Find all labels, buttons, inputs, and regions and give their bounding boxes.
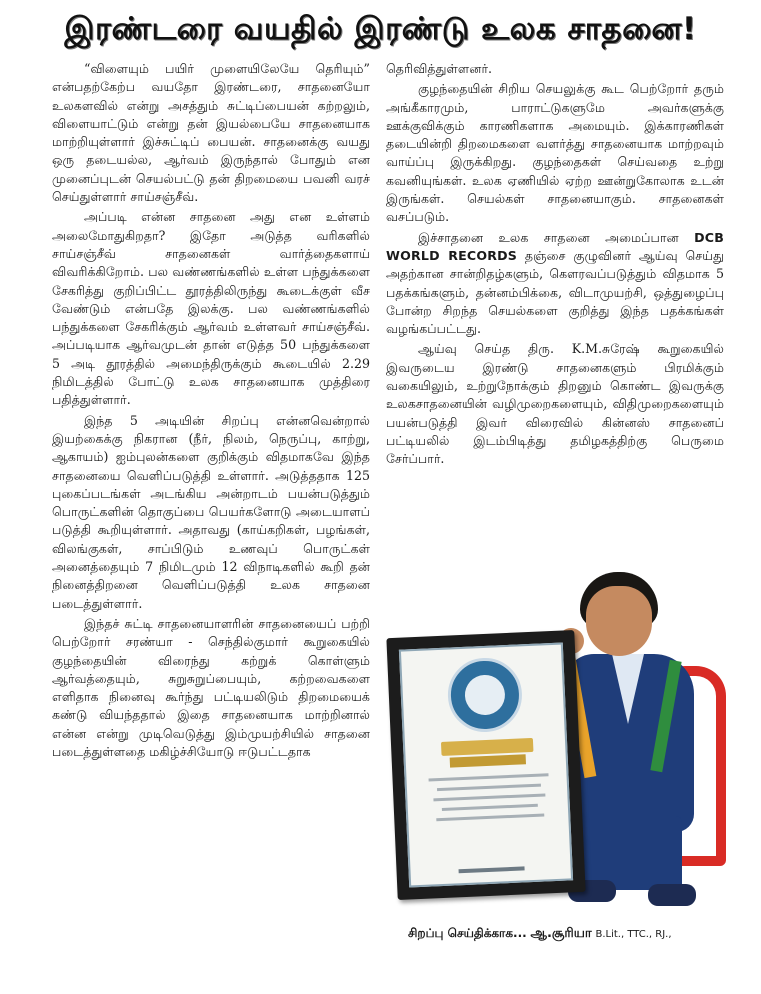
- certificate-ribbon: [441, 738, 534, 756]
- certificate-frame: [386, 630, 585, 900]
- photo-child-with-certificate: [384, 566, 736, 920]
- dcb-org-name: DCB WORLD RECORDS: [386, 229, 724, 263]
- paragraph-examiner-quote: ஆய்வு செய்த திரு. K.M.சுரேஷ் கூறுகையில் இவருடைய இரண்டு சாதனைகளும் பிரமிக்கும் வகையிலும், உற்றுநோக்கும் திறனும் கொண்ட இவருக்கு உலகசாதனையின் வழிமுறைகளையும், விதிமுறைகளையும் பயன்படுத்தி இவர் விரைவில் கின்னஸ் சாதனைப் பட்டியலில் இடம்பிடித்து தமிழகத்திற்கு பெருமை சேர்ப்பார்.: [386, 341, 724, 467]
- shoe-right: [648, 884, 696, 906]
- paragraph-continuation: தெரிவித்துள்ளனர்.: [386, 61, 493, 76]
- pants: [578, 816, 682, 890]
- paragraph-record-one: அப்படி என்ன சாதனை அது என உள்ளம் அலைமோதுகிறதா? இதோ அடுத்த வரிகளில் சாய்சஞ்சீவ் சாதனைகள் வார்த்தைகளாய் விவரிக்கிறோம். பல வண்ணங்களில் உள்ள பந்துக்களை சேகரித்து குறிப்பிட்ட தூரத்திலிருந்து கூடைக்குள் வீச வேண்டும் என்பதே இலக்கு. பல வண்ணங்களில் பந்துக்களை சேகரிக்கும் ஆர்வம் உள்ளவர் சாய்சஞ்சீவ். அப்படியாக ஆர்வமுடன் தான் எடுத்த 50 பந்துக்களை 5 அடி தூரத்தில் அமைந்திருக்கும் கூடையில் 2.29 நிமிடத்தில் போட்டு உலக சாதனையாக முத்திரை பதித்துள்ளார்.: [52, 209, 370, 408]
- paragraph-dcb-records: [386, 229, 724, 339]
- article-left-column: [52, 60, 370, 763]
- byline-author: ஆ.சூரியா: [530, 926, 592, 941]
- paragraph-parents: இந்தச் சுட்டி சாதனையாளரின் சாதனையைப் பற்றி பெற்றோர் சரண்யா - செந்தில்குமார் கூறுகையில் குழந்தையின் விரைந்து கற்றுக் கொள்ளும் ஆர்வத்தையும், சுறுசுறுப்பையும், கற்றவைகளை எளிதாக நினைவு கூர்ந்து பட்டியலிடும் திறமையைக் கண்டு வியந்ததால் இதை சாதனையாக மாற்றினால் என்ன என்று முடிவெடுத்து இம்முயற்சியில் சாதனை படைத்துள்ளதை மகிழ்ச்சியோடு ஈடுபட்டதாக: [52, 615, 370, 759]
- dcb-text-before: இச்சாதனை உலக சாதனை அமைப்பான: [418, 229, 695, 245]
- paragraph-intro: “விளையும் பயிர் முளையிலேயே தெரியும்” என்பதற்கேற்ப வயதோ இரண்டரை, சாதனையோ உலகளவில் என்று அசத்தும் சுட்டிப்பையன் கற்றலும், விளையாட்டும் என்று தன் இயல்பையே சாதனையாக மாற்றியுள்ளார் இச்சுட்டிப் பையன். சாதனைக்கு வயது ஒரு தடையல்ல, ஆர்வம் இருந்தால் போதும் என முனைப்புடன் செயல்பட்டு தன் திறமையை பவனி வரச் செய்துள்ளார் சாய்சஞ்சீவ்.: [52, 61, 370, 205]
- paragraph-record-two: இந்த 5 அடியின் சிறப்பு என்னவென்றால் இயற்கைக்கு நிகரான (நீர், நிலம், நெருப்பு, காற்று, ஆகாயம்) ஐம்புலன்களை குறிக்கும் விதமாகவே இந்த சாதனையை வெளிப்படுத்தி உள்ளார். அடுத்ததாக 125 புகைப்படங்கள் அடங்கிய அன்றாடம் பயன்படுத்தும் பொருட்களின் தொகுப்பை பெயர்களோடு அடையாளப் படுத்தி கூறியுள்ளார். அதாவது (காய்கறிகள், பழங்கள், விலங்குகள், சாப்பிடும் உணவுப் பொருட்கள் அனைத்தையும் 7 நிமிடமும் 12 விநாடிகளில் கூறி தன் நினைத்திறனை வெளிப்படுத்தி உலக சாதனை படைத்துள்ளார்.: [52, 412, 370, 611]
- article-right-column: [386, 60, 724, 471]
- byline-label: சிறப்பு செய்திக்காக...: [408, 926, 527, 940]
- byline-qualifications: B.Lit., TTC., RJ.,: [595, 929, 672, 940]
- byline: [408, 926, 738, 942]
- certificate-title-banner: [450, 754, 526, 767]
- dcb-text-after: தஞ்சை குழுவினர் ஆய்வு செய்து அதற்கான சான்றிதழ்களும், கௌரவப்படுத்தும் விதமாக 5 பதக்கங்களும், தன்னம்பிக்கை, விடாமுயற்சி, ஒத்துழைப்பு போன்ற சிறந்த செயல்களை குறித்து இந்த பதக்கங்கள் வழங்கப்பட்டது.: [386, 247, 724, 337]
- paragraph-encouragement: குழந்தையின் சிறிய செயலுக்கு கூட பெற்றோர் தரும் அங்கீகாரமும், பாராட்டுகளுமே அவர்களுக்கு ஊக்குவிக்கும் காரணிகளாக அமையும். இக்காரணிகள் தடையின்றி திறமைகளை வளர்த்து சாதனையாக மாற்றவும் வாய்ப்பு இருக்கிறது. குழந்தைகள் செய்வதை உற்று கவனியுங்கள். உலக ஏணியில் ஏற்ற ஊன்றுகோலாக உடன் இருங்கள். செயல்கள் சாதனையாகும். சாதனைகள் வசப்படும்.: [386, 81, 724, 225]
- headline: இரண்டரை வயதில் இரண்டு உலக சாதனை!: [64, 11, 697, 47]
- face: [586, 586, 652, 656]
- certificate: [399, 643, 573, 888]
- dcb-seal-logo: [446, 656, 523, 733]
- certificate-footer: [459, 866, 525, 873]
